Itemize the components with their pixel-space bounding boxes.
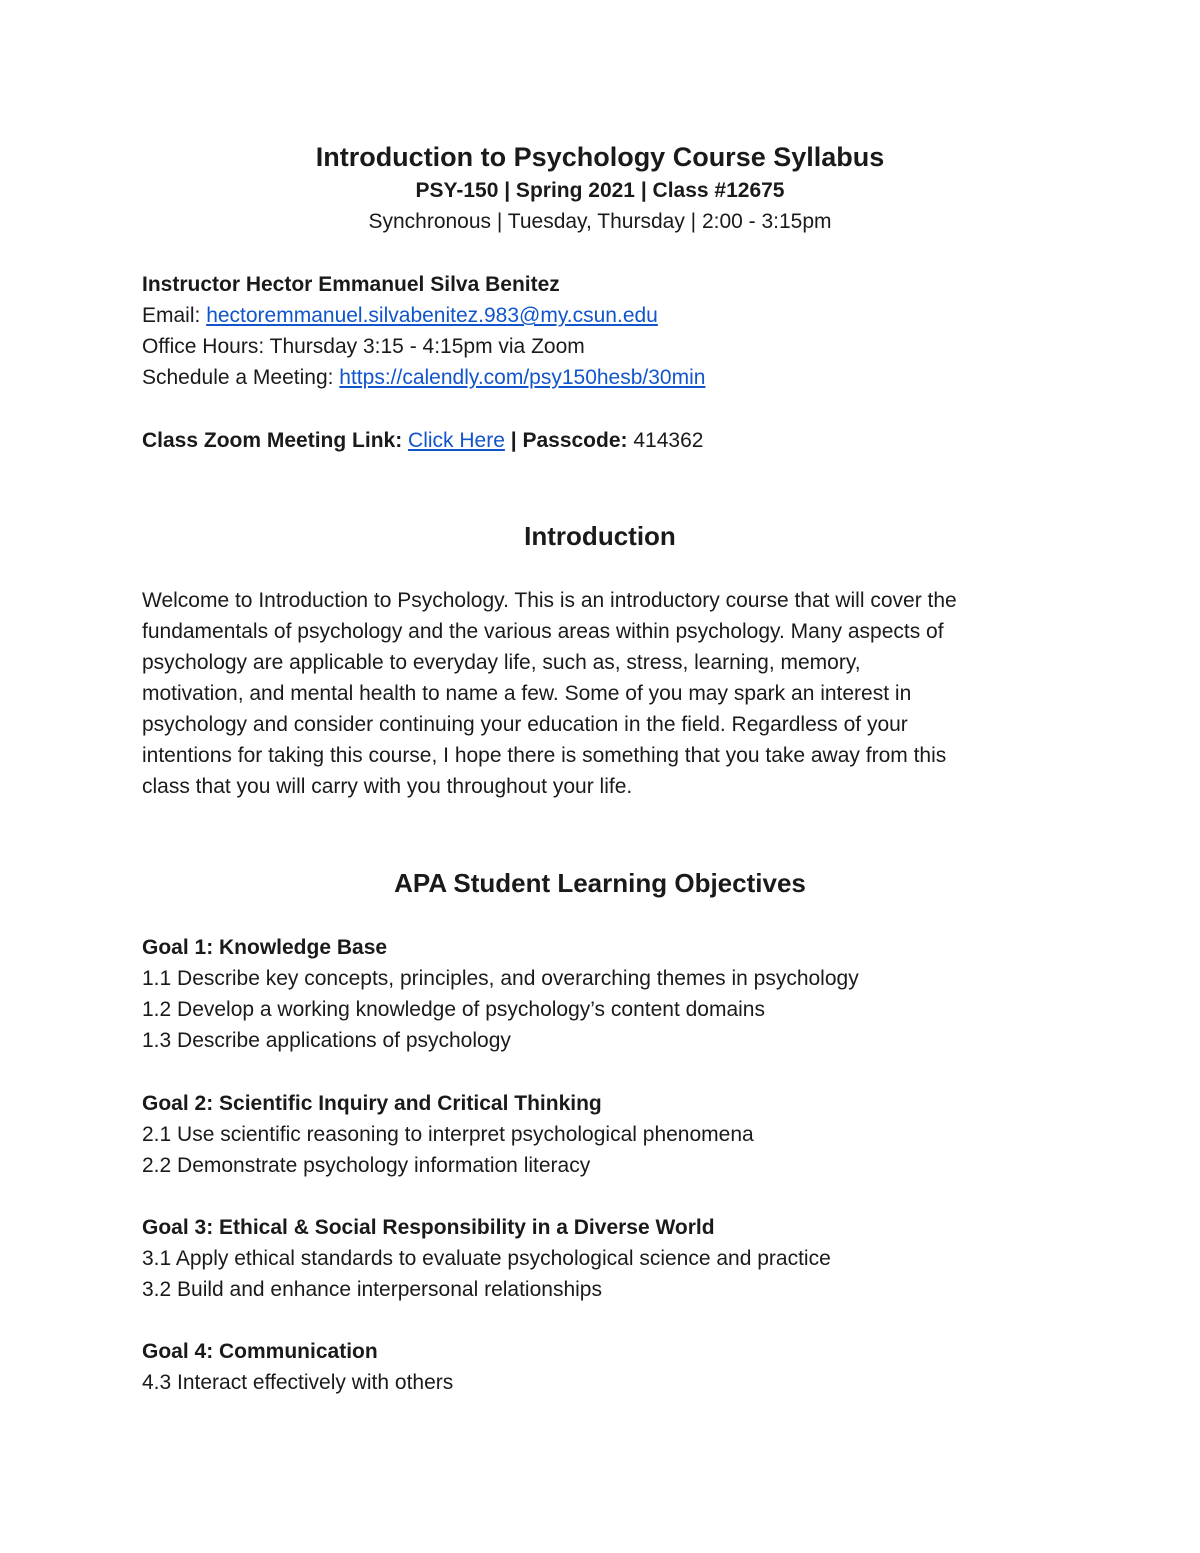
goal-item: 2.1 Use scientific reasoning to interpret psychological phenomena	[142, 1123, 754, 1146]
intro-line: motivation, and mental health to name a few. Some of you may spark an interest in	[142, 682, 912, 705]
email-line	[142, 300, 1058, 331]
schedule-line: Synchronous | Tuesday, Thursday | 2:00 - 3:15pm	[368, 210, 832, 233]
goal-2-section	[142, 1088, 1058, 1181]
zoom-label: Class Zoom Meeting Link:	[142, 429, 403, 452]
instructor-section	[142, 269, 1058, 393]
instructor-heading: Instructor Hector Emmanuel Silva Benitez	[142, 273, 560, 296]
zoom-link[interactable]: Click Here	[408, 429, 505, 452]
goal-item: 1.3 Describe applications of psychology	[142, 1029, 511, 1052]
goal-title: Goal 3: Ethical & Social Responsibility in a Diverse World	[142, 1216, 715, 1239]
email-link[interactable]: hectoremmanuel.silvabenitez.983@my.csun.edu	[206, 304, 658, 327]
goal-item: 3.2 Build and enhance interpersonal relationships	[142, 1278, 602, 1301]
office-hours-line: Office Hours: Thursday 3:15 - 4:15pm via Zoom	[142, 335, 585, 358]
goal-item: 2.2 Demonstrate psychology information literacy	[142, 1154, 591, 1177]
email-label: Email:	[142, 304, 207, 327]
goal-title: Goal 1: Knowledge Base	[142, 936, 388, 959]
passcode-value: 414362	[633, 429, 704, 452]
intro-line: intentions for taking this course, I hope there is something that you take away from this	[142, 744, 947, 767]
goal-3-section	[142, 1212, 1058, 1305]
syllabus-page	[142, 0, 1058, 1553]
intro-line: class that you will carry with you throughout your life.	[142, 775, 633, 798]
intro-line: Welcome to Introduction to Psychology. This is an introductory course that will cover the	[142, 589, 957, 612]
goal-item: 1.1 Describe key concepts, principles, and overarching themes in psychology	[142, 967, 859, 990]
objectives-heading: APA Student Learning Objectives	[394, 868, 806, 898]
introduction-paragraph	[142, 585, 1058, 802]
goal-1-section	[142, 932, 1058, 1056]
schedule-meeting-label: Schedule a Meeting:	[142, 366, 340, 389]
goal-item: 3.1 Apply ethical standards to evaluate psychological science and practice	[142, 1247, 831, 1270]
passcode-label: Passcode:	[522, 429, 628, 452]
goal-item: 4.3 Interact effectively with others	[142, 1371, 454, 1394]
goal-4-section	[142, 1336, 1058, 1398]
goal-title: Goal 4: Communication	[142, 1340, 378, 1363]
introduction-heading: Introduction	[524, 521, 676, 551]
intro-line: psychology are applicable to everyday life, such as, stress, learning, memory,	[142, 651, 861, 674]
zoom-line	[142, 425, 1058, 456]
intro-line: psychology and consider continuing your education in the field. Regardless of your	[142, 713, 908, 736]
zoom-separator: |	[504, 429, 523, 452]
goal-item: 1.2 Develop a working knowledge of psychology’s content domains	[142, 998, 765, 1021]
schedule-meeting-line	[142, 362, 1058, 393]
goal-title: Goal 2: Scientific Inquiry and Critical Thinking	[142, 1092, 602, 1115]
calendly-link[interactable]: https://calendly.com/psy150hesb/30min	[339, 366, 706, 389]
course-info-line: PSY-150 | Spring 2021 | Class #12675	[415, 179, 785, 202]
page-title: Introduction to Psychology Course Syllabus	[315, 142, 885, 172]
intro-line: fundamentals of psychology and the various areas within psychology. Many aspects of	[142, 620, 944, 643]
